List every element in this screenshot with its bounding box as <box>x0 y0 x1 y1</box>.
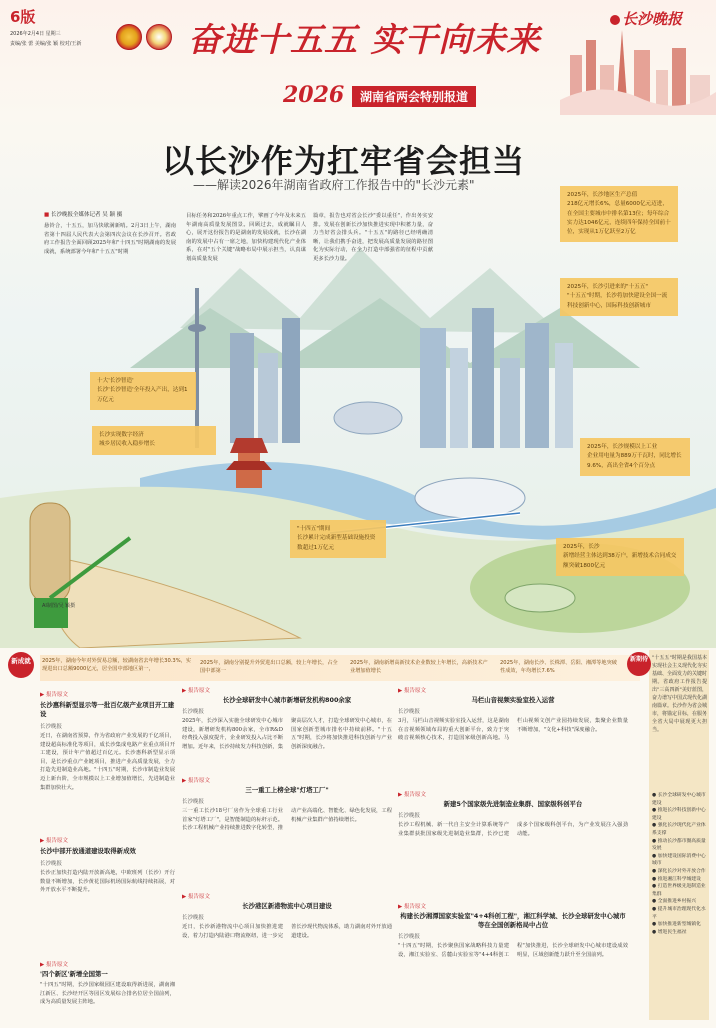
right-sidebar-tag: 新期待 <box>627 652 651 676</box>
article-title: 长沙惠科新型显示等一批百亿级产业项目开工建设 <box>40 701 175 718</box>
list-item: ● 加快建设国际消费中心城市 <box>652 853 706 867</box>
article-byline: 长沙晚报 <box>398 709 421 715</box>
article-body: 近日，在湖南省预算，作为省政府产业发展的千亿项目，建设超高标准化等项目，成长沙集成电路产业重点项目开工建设，预计年产值超过百亿元。长沙惠科新型显示项目，是长沙重点产业链项目，推进产业高质量发展，全力打造先进制造业高地。"十四五"时期，长沙市制造业发展迈上新台阶，全市规模以上工业增加值增长，先进制造业集群加快壮大。 <box>40 733 175 791</box>
report-year: 2026 <box>283 82 345 108</box>
article-byline: 长沙晚报 <box>40 861 63 867</box>
left-sidebar-tag: 新成就 <box>8 652 34 678</box>
lead-column-2: 目标任务和2026年重点工作，擘画了今年及未来五年湖南高质量发展图景。回顾过去，成就瞩目人心，展开这份报告的是湖南的发展成就，长沙在湖南的发展中占有一席之地，加快构建现代化产业体系，在对"五个关键"战略布局中展示担当，认真谋划高质量发展 <box>186 213 306 262</box>
article-tag: ▶ 报告原文 <box>398 904 426 910</box>
article-body: "十四五"时期，长沙聚焦国家战略科技力量建设，湘江实验室、岳麓山实验室等"4+4科创工程"加快推进，长沙全球研发中心城市建设成效明显，区域创新能力跃升至全国前列。 <box>398 943 628 958</box>
article-body: 2025年，长沙深入实施全球研发中心城市建设，新增研发机构800余家，全市R&D经费投入强度提升，企业研发投入占比不断增加。近年来，长沙持续发力科技创新，集聚高层次人才，打造全球研发中心城市，在国家创新型城市排名中持续前移。"十五五"时期，长沙将加快推进科技创新与产业创新深度融合。 <box>182 718 392 750</box>
article-byline: 长沙晚报 <box>182 709 205 715</box>
callout-power: 2025年，长沙规模以上工业 企业用电量为889万千瓦时，同比增长9.6%，高出全省4个百分点 <box>580 438 690 476</box>
newspaper-logo: 长沙晚报 <box>610 8 682 29</box>
callout-innovation: 2025年，长沙引进来的"十五五" "十五五"时期，长沙将加快建设全国一流科技创新中心，国际科技创新城市 <box>560 278 678 316</box>
article-tag: ▶ 报告原文 <box>398 688 426 694</box>
report-title: 湖南省两会特别报道 <box>352 86 476 107</box>
article-body: "十四五"时期，长沙国家级园区建设取得新进展，湖南湘江新区、长沙经开区等园区发展综合排名位居全国前列，成为高质量发展主阵地。 <box>40 982 175 1006</box>
page-number: 6版 <box>10 8 36 26</box>
callout-market-entities: 2025年，长沙 新增经营主体达到38万户，新增技术合同成交额突破1800亿元 <box>556 538 684 576</box>
article-title: 构建长沙湘潭国家实验室"4+4科创工程"，湘江科学城、长沙全球研发中心城市等在全国创新格局中占位 <box>400 912 626 929</box>
headline-subtitle: ——解读2026年湖南省政府工作报告中的"长沙元素" <box>193 178 475 192</box>
article-tag: ▶ 报告原文 <box>40 962 68 968</box>
logo-mark-icon <box>610 15 620 25</box>
article-byline: 长沙晚报 <box>182 799 205 805</box>
list-item: ● 打造世界级先进制造业集群 <box>652 884 706 897</box>
article-lab-project <box>398 902 628 959</box>
slogan: 奋进十五五 实干向未来 <box>188 20 541 59</box>
right-sidebar-list <box>652 792 707 936</box>
callout-gdp: 2025年，长沙地区生产总值 218亿元增长6%，总量6000亿元迈进，在全国主要城市中排名第13位；每年综合实力达1046亿元，连续四年保持全国前十位，实现从1万亿跃至2万亿 <box>560 186 678 242</box>
article-tag: ▶ 报告原文 <box>182 778 210 784</box>
list-item: ● 推进长沙科技创新中心建设 <box>652 808 706 821</box>
article-lighthouse <box>182 776 392 833</box>
article-tag: ▶ 报告原文 <box>40 692 68 698</box>
article-body: 3月，马栏山音视频实验室投入运营，这是湖南在音视频领域布局的重大创新平台，致力于突破音视频核心技术，打造国家级创新高地。马栏山视频文创产业园持续发展，集聚企业数量不断增加，"文化+科技"深度融合。 <box>398 718 628 742</box>
cppcc-emblem-icon <box>146 24 172 50</box>
article-byline: 长沙晚报 <box>182 915 205 921</box>
list-item: ● 推动长沙都市圈高质量发展 <box>652 838 706 852</box>
callout-smart-manufacturing: 十大'长沙智造' 长沙'长沙智造'全年投入产出，达到1万亿元 <box>90 372 196 410</box>
article-2-col-a <box>40 836 175 895</box>
skyline-illustration <box>560 20 716 115</box>
article-tag: ▶ 报告原文 <box>182 688 210 694</box>
byline-marker-icon: ■ <box>44 212 50 218</box>
article-six-list <box>40 960 175 1007</box>
list-item: ● 推进湘江科学城建设 <box>652 876 701 882</box>
article-title: 马栏山音视频实验室投入运营 <box>471 696 555 704</box>
article-title: '四个新区'新增全国第一 <box>40 970 108 978</box>
article-body: 近日，长沙新港物流中心项目加快推进建设，着力打造内陆港口物流枢纽，进一步完善长沙现代物流体系，助力湖南对外开放通道建设。 <box>182 924 392 939</box>
article-new-areas <box>398 790 628 838</box>
article-tag: ▶ 报告原文 <box>182 894 210 900</box>
article-byline: 长沙晚报 <box>398 934 421 940</box>
byline: ■ 长沙晚报全媒体记者 吴 颖 摄 <box>44 212 123 218</box>
article-title: 长沙全球研发中心城市新增研发机构800余家 <box>222 696 352 704</box>
editors-line: 责编/张 蕾 美编/张 颖 校对/王新 <box>10 41 82 47</box>
article-byline: 长沙晚报 <box>40 724 63 730</box>
article-mango-lab <box>398 686 628 743</box>
article-body: 长沙正加快打造内陆开放新高地，中欧班列（长沙）开行数量不断增加，长沙黄花国际机场国际航线持续拓展，对外开放水平不断提升。 <box>40 870 175 894</box>
stat-strip-item-3: 2025年，湖南新增高新技术企业数较上年增长，高新技术产业增加值增长 <box>350 660 488 674</box>
date-line: 2026年2月4日 星期三 <box>10 31 61 37</box>
article-title: 三一重工上榜全球"灯塔工厂" <box>245 786 329 794</box>
article-tag: ▶ 报告原文 <box>40 838 68 844</box>
callout-digital-economy: 长沙实现数字经济 城乡居民收入稳步增长 <box>92 426 216 455</box>
article-body: 长沙工程机械、新一代自主安全计算系统等产业集群获批国家级先进制造业集群，长沙已建成多个国家级科创平台，为产业发展注入强劲动能。 <box>398 822 628 837</box>
list-item: ● 提升城市治理现代化水平 <box>652 906 706 920</box>
stat-strip-item-1: 2025年，湖南今年对外贸易总额，较湖南省去年增长30.3%，实现进出口总额9000亿元，居全国中部地区第一， <box>42 658 191 672</box>
masthead <box>0 0 716 118</box>
callout-infrastructure: "十四五"期间 长沙累计完成新型基础设施投资数超过1万亿元 <box>290 520 386 558</box>
list-item: ● 强化长沙现代化产业体系支撑 <box>652 823 706 836</box>
article-title: 新建5个国家级先进制造业集群、国家级科创平台 <box>443 800 583 808</box>
headline-title: 以长沙作为扛牢省会担当 <box>162 142 526 180</box>
stat-strip-item-2: 2025年，湖南分别提升外贸进出口总额，较上年增长，占全国中部第一 <box>200 660 338 674</box>
article-tag: ▶ 报告原文 <box>398 792 426 798</box>
right-sidebar-intro: "十五五"时期是我国基本实现社会主义现代化夯实基础、全面发力的关键时期。省政府工作报告提出"三高四新"美好蓝图，奋力谱写中国式现代化湖南篇章。长沙作为省会城市，将锚定目标，在服务全省大局中展现更大担当。 <box>652 655 708 733</box>
lead-column-3: 篇章，报告也对省会长沙"委以重任"，作出务实安排。发展在创新长沙加快推进实现中积蓄力量，奋力当好省会排头兵。"十五五"的路径已经明确清晰，让我们携手奋进，把发展高质量发展的路径图化为实际行动，在全力打造中部强省的征程中贡献更多长沙力量。 <box>313 213 433 262</box>
lead-column-1: 悬铃合，十五五，加马快歇满新哨。2月3日上午，湖南省第十四届人民代表大会第四次会议在长沙召开。省政府工作报告全面回顾2025年和"十四五"时期湖南的发展成就，系统部署今年和"十五五"时期 <box>44 223 176 255</box>
list-item: ● 长沙全球研发中心城市建设 <box>652 793 706 806</box>
list-item: ● 增进民生福祉 <box>652 929 687 935</box>
list-item: ● 全面推进乡村振兴 <box>652 899 697 905</box>
article-body: 三一重工长沙18号厂房作为全球重工行业首家"灯塔工厂"，是智能制造的标杆示范。长沙工程机械产业持续推进数字化转型，推动产业高端化、智能化、绿色化发展，工程机械产业集群产值持续增长。 <box>182 808 392 832</box>
article-1 <box>40 690 175 792</box>
stat-strip-item-4: 2025年，湖南长沙、长株潭、岳阳、湘潭等地突破性成效，年均增长7.6% <box>500 660 617 674</box>
article-title: 长沙港区新港物流中心项目建设 <box>242 902 332 910</box>
national-emblem-icon <box>116 24 142 50</box>
article-research <box>182 686 392 751</box>
list-item: ● 深化长沙对外开放合作 <box>652 868 706 874</box>
article-title: 长沙中部开放通道建设取得新成效 <box>40 847 136 855</box>
article-byline: 长沙晚报 <box>398 813 421 819</box>
list-item: ● 加快推进新型城镇化 <box>652 922 701 928</box>
image-credit: AI制图/吴 颖摄 <box>42 603 76 609</box>
article-port <box>182 892 392 940</box>
